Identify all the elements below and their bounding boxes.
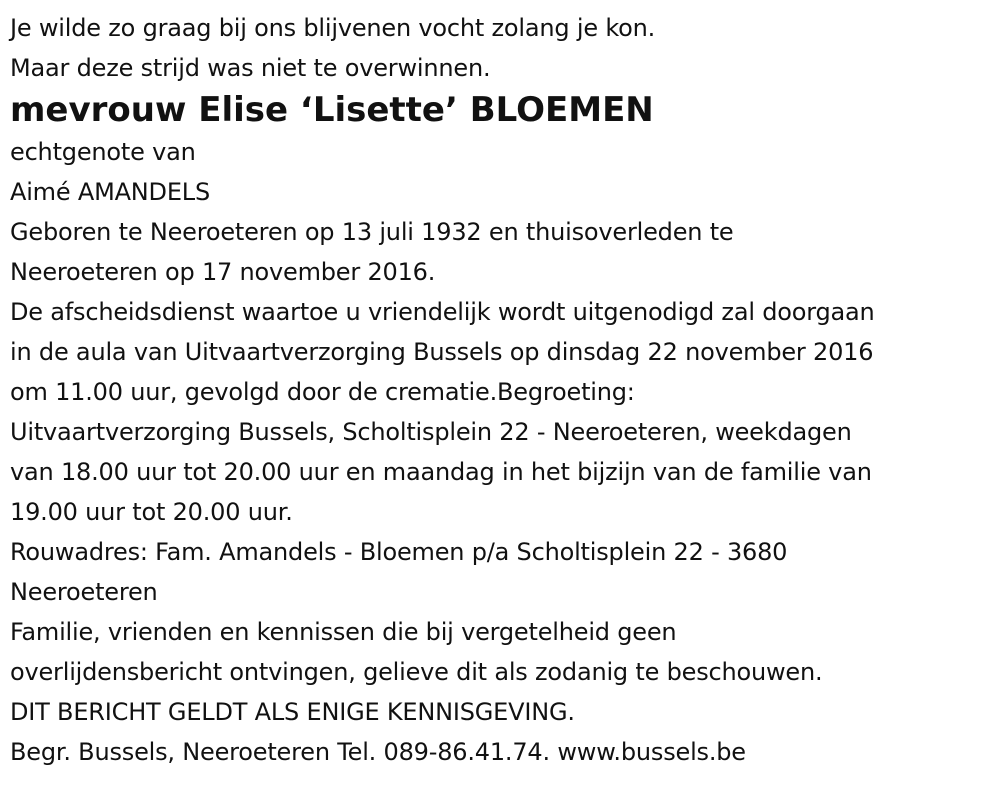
death-notice (10, 8, 995, 772)
visitation-line-3: 19.00 uur tot 20.00 uur. (10, 498, 293, 526)
mourning-address-line-1: Rouwadres: Fam. Amandels - Bloemen p/a Scholtisplein 22 - 3680 (10, 538, 788, 566)
funeral-home-contact: Begr. Bussels, Neeroeteren Tel. 089-86.41.74. www.bussels.be (10, 738, 746, 766)
intro-line-2: Maar deze strijd was niet te overwinnen. (10, 54, 491, 82)
family-note-line-2: overlijdensbericht ontvingen, gelieve dit als zodanig te beschouwen. (10, 658, 823, 686)
birth-death-line-1: Geboren te Neeroeteren op 13 juli 1932 en thuisoverleden te (10, 218, 734, 246)
spouse-label: echtgenote van (10, 138, 196, 166)
visitation-line-2: van 18.00 uur tot 20.00 uur en maandag in het bijzijn van de familie van (10, 458, 872, 486)
service-line-1: De afscheidsdienst waartoe u vriendelijk wordt uitgenodigd zal doorgaan (10, 298, 875, 326)
service-line-3: om 11.00 uur, gevolgd door de crematie.Begroeting: (10, 378, 635, 406)
mourning-address-line-2: Neeroeteren (10, 578, 158, 606)
deceased-name: mevrouw Elise ‘Lisette’ BLOEMEN (10, 90, 654, 130)
spouse-name: Aimé AMANDELS (10, 178, 211, 206)
birth-death-line-2: Neeroeteren op 17 november 2016. (10, 258, 436, 286)
family-note-line-1: Familie, vrienden en kennissen die bij vergetelheid geen (10, 618, 677, 646)
intro-line-1: Je wilde zo graag bij ons blijvenen vocht zolang je kon. (10, 14, 656, 42)
official-notice-line: DIT BERICHT GELDT ALS ENIGE KENNISGEVING. (10, 698, 575, 726)
visitation-line-1: Uitvaartverzorging Bussels, Scholtisplein 22 - Neeroeteren, weekdagen (10, 418, 852, 446)
service-line-2: in de aula van Uitvaartverzorging Bussels op dinsdag 22 november 2016 (10, 338, 874, 366)
